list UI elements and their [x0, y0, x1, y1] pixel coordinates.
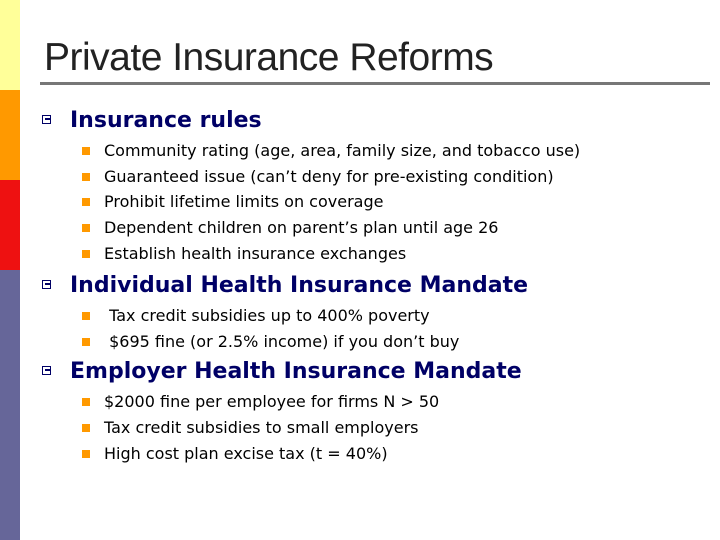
square-bullet-icon — [82, 398, 90, 406]
list-item — [104, 444, 388, 464]
list-item — [104, 218, 498, 238]
section-heading-insurance-rules — [70, 108, 262, 134]
list-item-text: $695 fine (or 2.5% income) if you don’t buy — [104, 332, 460, 351]
square-bullet-icon — [42, 280, 51, 289]
list-item — [104, 244, 406, 264]
section-heading-individual-mandate — [70, 273, 528, 299]
list-item — [104, 332, 459, 352]
list-item-text: Tax credit subsidies up to 400% poverty — [104, 306, 430, 325]
side-stripe-orange — [0, 90, 20, 180]
list-item — [104, 167, 554, 187]
square-bullet-icon — [42, 115, 51, 124]
section-heading-text: Individual Health Insurance Mandate — [70, 273, 529, 298]
side-stripe-purple — [0, 270, 20, 540]
square-bullet-icon — [82, 312, 90, 320]
square-bullet-icon — [82, 224, 90, 232]
list-item — [104, 392, 439, 412]
square-bullet-icon — [82, 198, 90, 206]
list-item-text: High cost plan excise tax (t = 40%) — [104, 444, 388, 463]
square-bullet-icon — [82, 424, 90, 432]
list-item — [104, 306, 430, 326]
list-item-text: Establish health insurance exchanges — [104, 244, 407, 263]
section-heading-text: Employer Health Insurance Mandate — [70, 359, 522, 384]
list-item-text: Dependent children on parent’s plan until age 26 — [104, 218, 499, 237]
list-item — [104, 141, 580, 161]
slide-title: Private Insurance Reforms — [44, 36, 494, 79]
square-bullet-icon — [82, 250, 90, 258]
section-heading-text: Insurance rules — [70, 108, 262, 133]
list-item-text: $2000 fine per employee for firms N > 50 — [104, 392, 440, 411]
square-bullet-icon — [82, 450, 90, 458]
square-bullet-icon — [82, 147, 90, 155]
side-stripe-red — [0, 180, 20, 270]
square-bullet-icon — [42, 366, 51, 375]
list-item-text: Community rating (age, area, family size, and tobacco use) — [104, 141, 581, 160]
square-bullet-icon — [82, 173, 90, 181]
list-item-text: Tax credit subsidies to small employers — [104, 418, 419, 437]
list-item-text: Guaranteed issue (can’t deny for pre-existing condition) — [104, 167, 554, 186]
list-item — [104, 418, 419, 438]
title-underline — [40, 82, 710, 85]
square-bullet-icon — [82, 338, 90, 346]
side-stripe-yellow — [0, 0, 20, 90]
list-item — [104, 192, 383, 212]
section-heading-employer-mandate — [70, 359, 522, 385]
list-item-text: Prohibit lifetime limits on coverage — [104, 192, 384, 211]
